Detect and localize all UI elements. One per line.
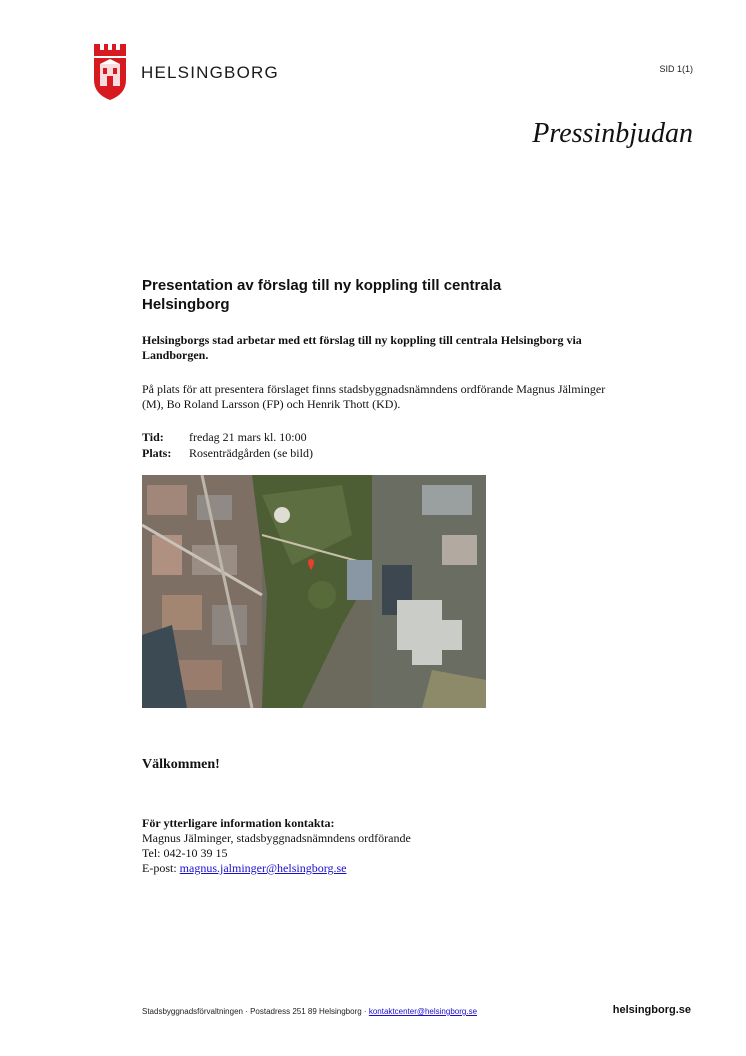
contact-block (142, 816, 411, 876)
contact-heading: För ytterligare information kontakta: (142, 816, 335, 830)
footer-email-link[interactable]: kontaktcenter@helsingborg.se (368, 1007, 478, 1016)
time-value: fredag 21 mars kl. 10:00 (189, 430, 307, 444)
contact-name: Magnus Jälminger, stadsbyggnadsnämndens ordförande (142, 831, 411, 845)
page-number: SID 1(1) (659, 64, 693, 74)
body-paragraph: På plats för att presentera förslaget finns stadsbyggnadsnämndens ordförande Magnus Jälminger (M), Bo Roland Larsson (FP) och Henrik Thott (KD). (142, 382, 606, 411)
contact-email-link[interactable]: magnus.jalminger@helsingborg.se (179, 861, 347, 875)
contact-email-row (142, 861, 411, 876)
time-row (142, 430, 307, 445)
headline: Presentation av förslag till ny koppling till centrala Helsingborg (142, 277, 502, 313)
footer-address-text: Stadsbyggnadsförvaltningen · Postadress 251 89 Helsingborg · (142, 1007, 367, 1016)
aerial-map-image (142, 475, 486, 708)
lead-paragraph: Helsingborgs stad arbetar med ett förslag till ny koppling till centrala Helsingborg via Landborgen. (142, 333, 582, 362)
welcome-text: Välkommen! (142, 757, 220, 772)
footer-website: helsingborg.se (612, 1004, 691, 1016)
place-value: Rosenträdgården (se bild) (189, 446, 313, 460)
contact-phone: Tel: 042-10 39 15 (142, 846, 228, 860)
place-row (142, 446, 313, 461)
document-type-title: Pressinbjudan (532, 118, 693, 149)
city-crest-logo (92, 44, 128, 100)
place-label: Plats: (142, 446, 172, 460)
time-label: Tid: (142, 430, 164, 444)
org-name: HELSINGBORG (141, 63, 279, 82)
email-label: E-post: (142, 861, 177, 875)
footer-address (142, 1007, 477, 1016)
